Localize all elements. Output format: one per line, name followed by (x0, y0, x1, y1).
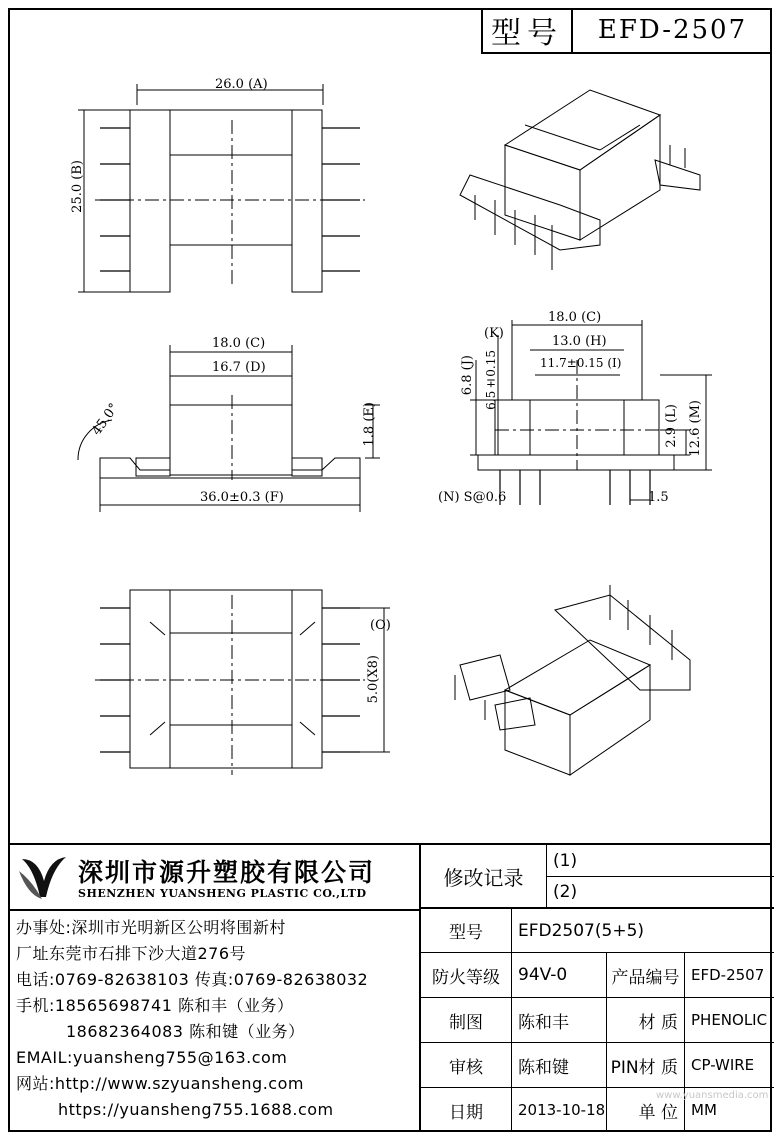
dim-k: 6.5±0.15 (484, 350, 498, 410)
revision-2: (2) (553, 882, 578, 902)
top-view (78, 84, 365, 292)
website-2: https://yuansheng755.1688.com (58, 1100, 334, 1119)
factory-address: 厂址东莞市石排下沙大道276号 (16, 944, 247, 963)
pin-material-value: CP-WIRE (691, 1056, 755, 1074)
product-no-label: 产品编号 (611, 967, 680, 988)
dim-h: 13.0 (H) (552, 334, 607, 349)
company-header (8, 845, 419, 911)
checked-by-value: 陈和键 (518, 1057, 569, 1078)
drawn-by-label: 制图 (449, 1012, 483, 1033)
phone-fax: 电话:0769-82638103 传真:0769-82638032 (16, 970, 369, 989)
company-name-cn: 深圳市源升塑胶有限公司 (78, 858, 376, 887)
iso-view-top (460, 90, 700, 270)
mobile-1: 手机:18565698741 陈和丰（业务） (16, 996, 294, 1015)
office-address: 办事处:深圳市光明新区公明将围新村 (16, 918, 286, 937)
dim-j: 6.8 (J) (460, 355, 475, 396)
email: EMAIL:yuansheng755@163.com (16, 1048, 288, 1067)
mobile-2: 18682364083 陈和键（业务） (66, 1022, 305, 1041)
model-label: 型号 (449, 923, 483, 943)
title-block (8, 843, 772, 1132)
dim-c-front: 18.0 (C) (212, 336, 266, 351)
dim-e: 1.8 (E) (362, 402, 377, 447)
dim-m: 12.6 (M) (688, 400, 703, 457)
website: 网站:http://www.szyuansheng.com (16, 1074, 304, 1093)
revision-1: (1) (553, 850, 578, 871)
tag-o: (O) (370, 618, 391, 633)
dim-i: 11.7±0.15 (I) (540, 356, 622, 370)
date-value: 2013-10-18 (518, 1101, 606, 1119)
dim-pitch-bottom: 5.0(X8) (366, 655, 381, 704)
fire-rating-value: 94V-0 (518, 965, 568, 985)
dim-d: 16.7 (D) (212, 360, 266, 375)
checked-by-label: 审核 (449, 1057, 483, 1078)
dim-l: 2.9 (L) (664, 404, 679, 448)
dim-f: 36.0±0.3 (F) (200, 490, 284, 505)
model-value: EFD2507(5+5) (518, 920, 645, 941)
company-contacts (16, 915, 416, 1123)
unit-value: MM (691, 1101, 717, 1119)
dim-angle: 45.0° (89, 400, 123, 439)
pin-material-label: PIN材 质 (610, 1057, 678, 1078)
material-label: 材 质 (638, 1012, 678, 1033)
dim-pitch-side: 1.5 (648, 490, 669, 505)
dim-c-side: 18.0 (C) (548, 310, 602, 325)
model-title-label: 型号 (483, 8, 573, 52)
tag-k: (K) (484, 326, 504, 341)
company-name-en: SHENZHEN YUANSHENG PLASTIC CO.,LTD (78, 887, 367, 900)
info-table (419, 845, 774, 1132)
dim-n: (N) S@0.6 (438, 490, 507, 505)
iso-view-bottom (455, 585, 690, 775)
unit-label: 单 位 (638, 1102, 678, 1123)
date-label: 日期 (449, 1102, 483, 1123)
drawn-by-value: 陈和丰 (518, 1012, 569, 1033)
dim-a: 26.0 (A) (215, 77, 268, 92)
material-value: PHENOLIC (691, 1011, 768, 1029)
company-logo-icon (16, 851, 70, 903)
dim-b: 25.0 (B) (70, 160, 85, 213)
revision-label: 修改记录 (443, 865, 524, 890)
fire-rating-label: 防火等级 (432, 967, 500, 988)
model-title-value: EFD-2507 (597, 15, 748, 45)
bottom-view (95, 590, 390, 775)
watermark: www.yuansmedia.com (656, 1090, 769, 1101)
product-no-value: EFD-2507 (691, 966, 765, 984)
